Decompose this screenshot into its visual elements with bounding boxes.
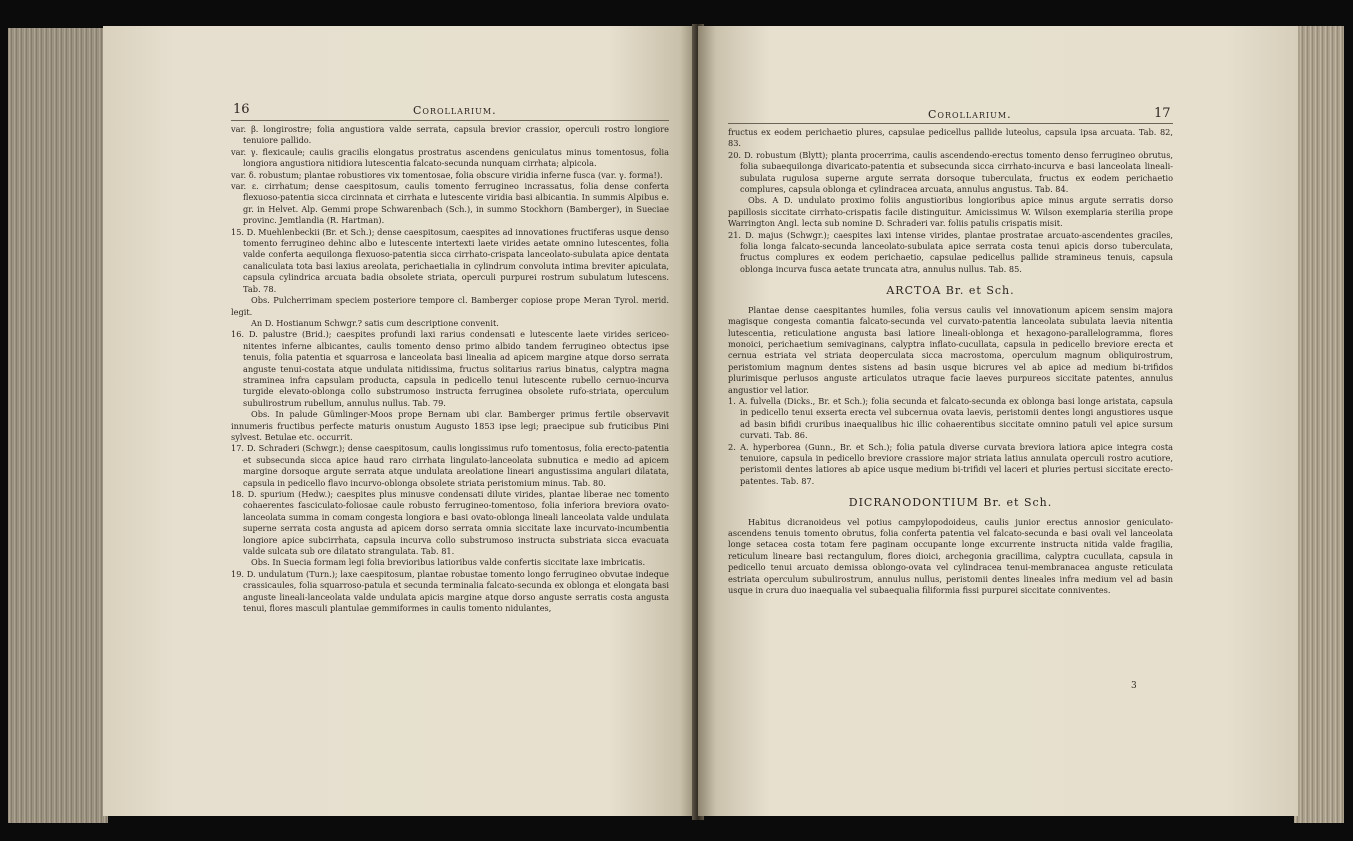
species-entry: 20. D. robustum (Blytt); planta procerrima, caulis ascendendo-erectus tomento denso ferrugineo obrutus, folia subaequilonga divaricato-patentia et subsecunda sicca cirrhato-incurva e basi lanceolata lineali-subulata rugulosa superne argute serrata dorsoque tuberculata, fructus ex eodem perichaetio complures, capsula oblonga et cylindracea arcuata, annulus angustus. Tab. 84. [728, 149, 1173, 195]
species-entry: 18. D. spurium (Hedw.); caespites plus minusve condensati dilute virides, plantae liberae nec tomento cohaerentes fasciculato-foliosae caule robusto ferrugineo-tomentoso, folia inferiora breviora ovato-lanceolata summa in comam congesta longiora e basi ovato-oblonga lineali lanceolata valde undulata superne serrata costa angusta ad apicem dorso serrata omnia siccitate laxe incurvato-incumbentia longiore apice subcirrhata, capsula incurva collo substrumoso instructa substriata sicca evacuata valde sulcata sub ore dilatato strangulata. Tab. 81. [231, 489, 669, 557]
variety-entry: var. ε. cirrhatum; dense caespitosum, caulis tomento ferrugineo incrassatus, folia dense conferta flexuoso-patentia sicca circinnata et cirrhata e lutescente viridia basi albicantia. In summis Alpibus e. gr. in Helvet. Alp. Gemmi prope Schwarenbach (Sch.), in summo Stockhorn (Bamberger), in Sueciae provinc. Jemtlandia (R. Hartman). [231, 181, 669, 226]
species-entry: 21. D. majus (Schwgr.); caespites laxi intense virides, plantae prostratae arcuato-ascendentes graciles, folia longa falcato-secunda lanceolato-subulata apice serrata costa tenui apicis dorso tuberculata, fructus complures ex eodem perichaetio, capsulae pedicellus pallide stramineus tenuis, capsula oblonga incurva fusca aetate truncata atra, annulus nullus. Tab. 85. [728, 229, 1173, 274]
left-page [103, 26, 698, 816]
paragraph: Obs. In Suecia formam legi folia brevioribus latioribus valde confertis siccitate laxe imbricatis. [251, 557, 646, 568]
species-entry: 15. D. Muehlenbeckii (Br. et Sch.); dense caespitosum, caespites ad innovationes fructiferas usque denso tomento ferrugineo dehinc albo e lutescente intertexti laete virides aetate omnino lutescentes, folia valde conferta aequilonga flexuoso-patentia sicca cirrhato-crispata lanceolato-subulata apice dentata canaliculata tota basi laxius areolata, perichaetialia in cylindrum convoluta intima breviter apiculata, capsula cylindrica arcuata badia obsolete striata, operculi purpurei rostrum subulatum lutescens. Tab. 78. [231, 226, 669, 294]
right-page-text [728, 127, 1173, 596]
section-title-arctoa: ARCTOA Br. et Sch. [886, 284, 1015, 298]
paragraph: Habitus dicranoideus vel potius campylopodoideus, caulis junior erectus annosior geniculato-ascendens tenuis tomento obrutus, folia conferta patentia vel falcato-secunda e basi ovali vel lanceolata longe setacea costa totam fere paginam occupante longe excurrente instructa nitida valde fragilia, reticulum lineare basi rectangulum, flores dioici, archegonia gracillima, calyptra cucullata, capsula in pedicello tenui arcuato demissa oblongo-ovata vel cylindracea tenui-membranacea anguste reticulata estriata operculum subulirostrum, annulus nullus, peristomii dentes lineales infra medium vel ad basin usque in crura duo inaequalia vel subaequalia filiformia fissi purpurei siccitate conniventes. [728, 516, 1173, 596]
page-edges-left [8, 28, 108, 823]
paragraph: Obs. A D. undulato proximo foliis angustioribus longioribus apice minus argute serratis dorso papillosis siccitate cirrhato-crispatis facile distinguitur. Amicissimus W. Wilson exemplaria sterilia prope Warrington Angl. lecta sub nomine D. Schraderi var. foliis patulis crispatis misit. [728, 195, 1173, 229]
paragraph: Plantae dense caespitantes humiles, folia versus caulis vel innovationum apicem sensim majora magisque congesta comantia falcato-secunda vel curvato-patentia lanceolata subulata laevia nitentia lutescentia, reticulatione angusta basi latiore lineali-oblonga et hexagono-parallelogramma, flores monoici, perichaetium semivaginans, calyptra inflato-cucullata, capsula in pedicello breviore erecta et cernua estriata vel striata deoperculata sicca macrostoma, operculum magnum obliquirostrum, peristomium magnum dentes sistens ad basin usque bicrures vel ab apice ad medium bi-trifidos plurimisque perlusos anguste articulatos utraque facie laeves purpureos siccitate patentes, annulus angustior vel latior. [728, 304, 1173, 395]
signature-mark: 3 [1131, 681, 1137, 691]
text-block-1 [728, 127, 1173, 275]
species-entry: 17. D. Schraderi (Schwgr.); dense caespitosum, caulis longissimus rufo tomentosus, folia erecto-patentia et subsecunda sicca apice haud raro cirrhata lingulato-lanceolata subnutica e medio ad apicem margine dorsoque argute serrata atque undulata areolatione lineari angustissima angulari dilatata, capsula in pedicello flavo incurvo-oblonga obsolete striata peristomium minus. Tab. 80. [231, 443, 669, 488]
right-page [698, 26, 1298, 816]
page-edges-right [1294, 26, 1344, 823]
header-rule-right [728, 123, 1173, 124]
running-head-left: Corollarium. [413, 104, 497, 117]
species-entry: 19. D. undulatum (Turn.); laxe caespitosum, plantae robustae tomento longo ferrugineo obvutae indeque crassicaules, folia squarroso-patula et secunda terminalia falcato-secunda ex oblonga et elongata basi anguste lineali-lanceolata valde undulata apicis margine atque dorso anguste serratis costa angusta tenui, flores masculi plantulae gemmiformes in caulis tomento nidulantes, [231, 568, 669, 614]
section-title-dicranodontium: DICRANODONTIUM Br. et Sch. [848, 496, 1053, 510]
book-spread [8, 18, 1344, 828]
header-rule-left [231, 120, 669, 121]
page-number-right: 17 [1154, 106, 1171, 121]
page-number-left: 16 [233, 102, 250, 117]
left-page-text [231, 124, 669, 614]
paragraph: An D. Hostianum Schwgr.? satis cum descriptione convenit. [251, 317, 499, 328]
species-entry: 16. D. palustre (Brid.); caespites profundi laxi rarius condensati e lutescente laete virides sericeo-nitentes inferne albicantes, caulis tomento denso primo albido tandem ferrugineo obtectus ipse tenuis, folia patentia et squarrosa e lanceolata basi linealia ad apicem margine atque dorso serrata anguste tenui-costata atque undulata nitidissima, fructus solitarius rarius binatus, calyptra magna straminea infra capsulam producta, capsula in pedicello tenui lutescente rubello cernuo-incurva turgide elevato-oblonga collo substrumoso instructa ferruginea obsolete rufo-striata, operculum subulirostrum rubellum, annulus nullus. Tab. 79. [231, 329, 669, 408]
variety-entry: var. β. longirostre; folia angustiora valde serrata, capsula brevior crassior, operculi rostro longiore tenuiore pallido. [231, 124, 669, 146]
paragraph: fructus ex eodem perichaetio plures, capsulae pedicellus pallide luteolus, capsula ipsa arcuata. Tab. 82, 83. [728, 127, 1173, 149]
species-entry: 1. A. fulvella (Dicks., Br. et Sch.); folia secunda et falcato-secunda ex oblonga basi longe aristata, capsula in pedicello tenui exserta erecta vel subcernua ovata laevis, peristomii dentes longi angustiores usque ad basin bifidi cruribus inaequalibus hic illic cohaerentibus siccitate omnino patuli vel apice sursum curvati. Tab. 86. [728, 395, 1173, 441]
species-entry: 2. A. hyperborea (Gunn., Br. et Sch.); folia patula diverse curvata breviora latiora apice integra costa tenuiore, capsula in pedicello breviore crassiore major striata latius annulata operculi rostro acutiore, peristomii dentes latiores ab apice usque medium bi-trifidi vel laceri et pluries pertusi siccitate erecto-patentes. Tab. 87. [728, 441, 1173, 486]
text-block-3 [728, 517, 1173, 597]
paragraph: Obs. Pulcherrimam speciem posteriore tempore cl. Bamberger copiose prope Meran Tyrol. merid. legit. [231, 295, 669, 317]
running-head-right: Corollarium. [928, 108, 1012, 121]
paragraph: Obs. In palude Gümlinger-Moos prope Bernam ubi clar. Bamberger primus fertile observavit innumeris fructibus perfecte maturis onustum Augusto 1853 ipse legi; praecipue sub fruticibus Pini sylvest. Betulae etc. occurrit. [231, 409, 669, 442]
variety-entry: var. γ. flexicaule; caulis gracilis elongatus prostratus ascendens geniculatus minus tomentosus, folia longiora angustiora nitidiora lutescentia falcato-secunda nunquam cirrhata; alpicola. [231, 146, 669, 169]
text-block-2 [728, 305, 1173, 488]
variety-entry: var. δ. robustum; plantae robustiores vix tomentosae, folia obscure viridia inferne fusca (var. γ. forma!). [231, 169, 663, 180]
